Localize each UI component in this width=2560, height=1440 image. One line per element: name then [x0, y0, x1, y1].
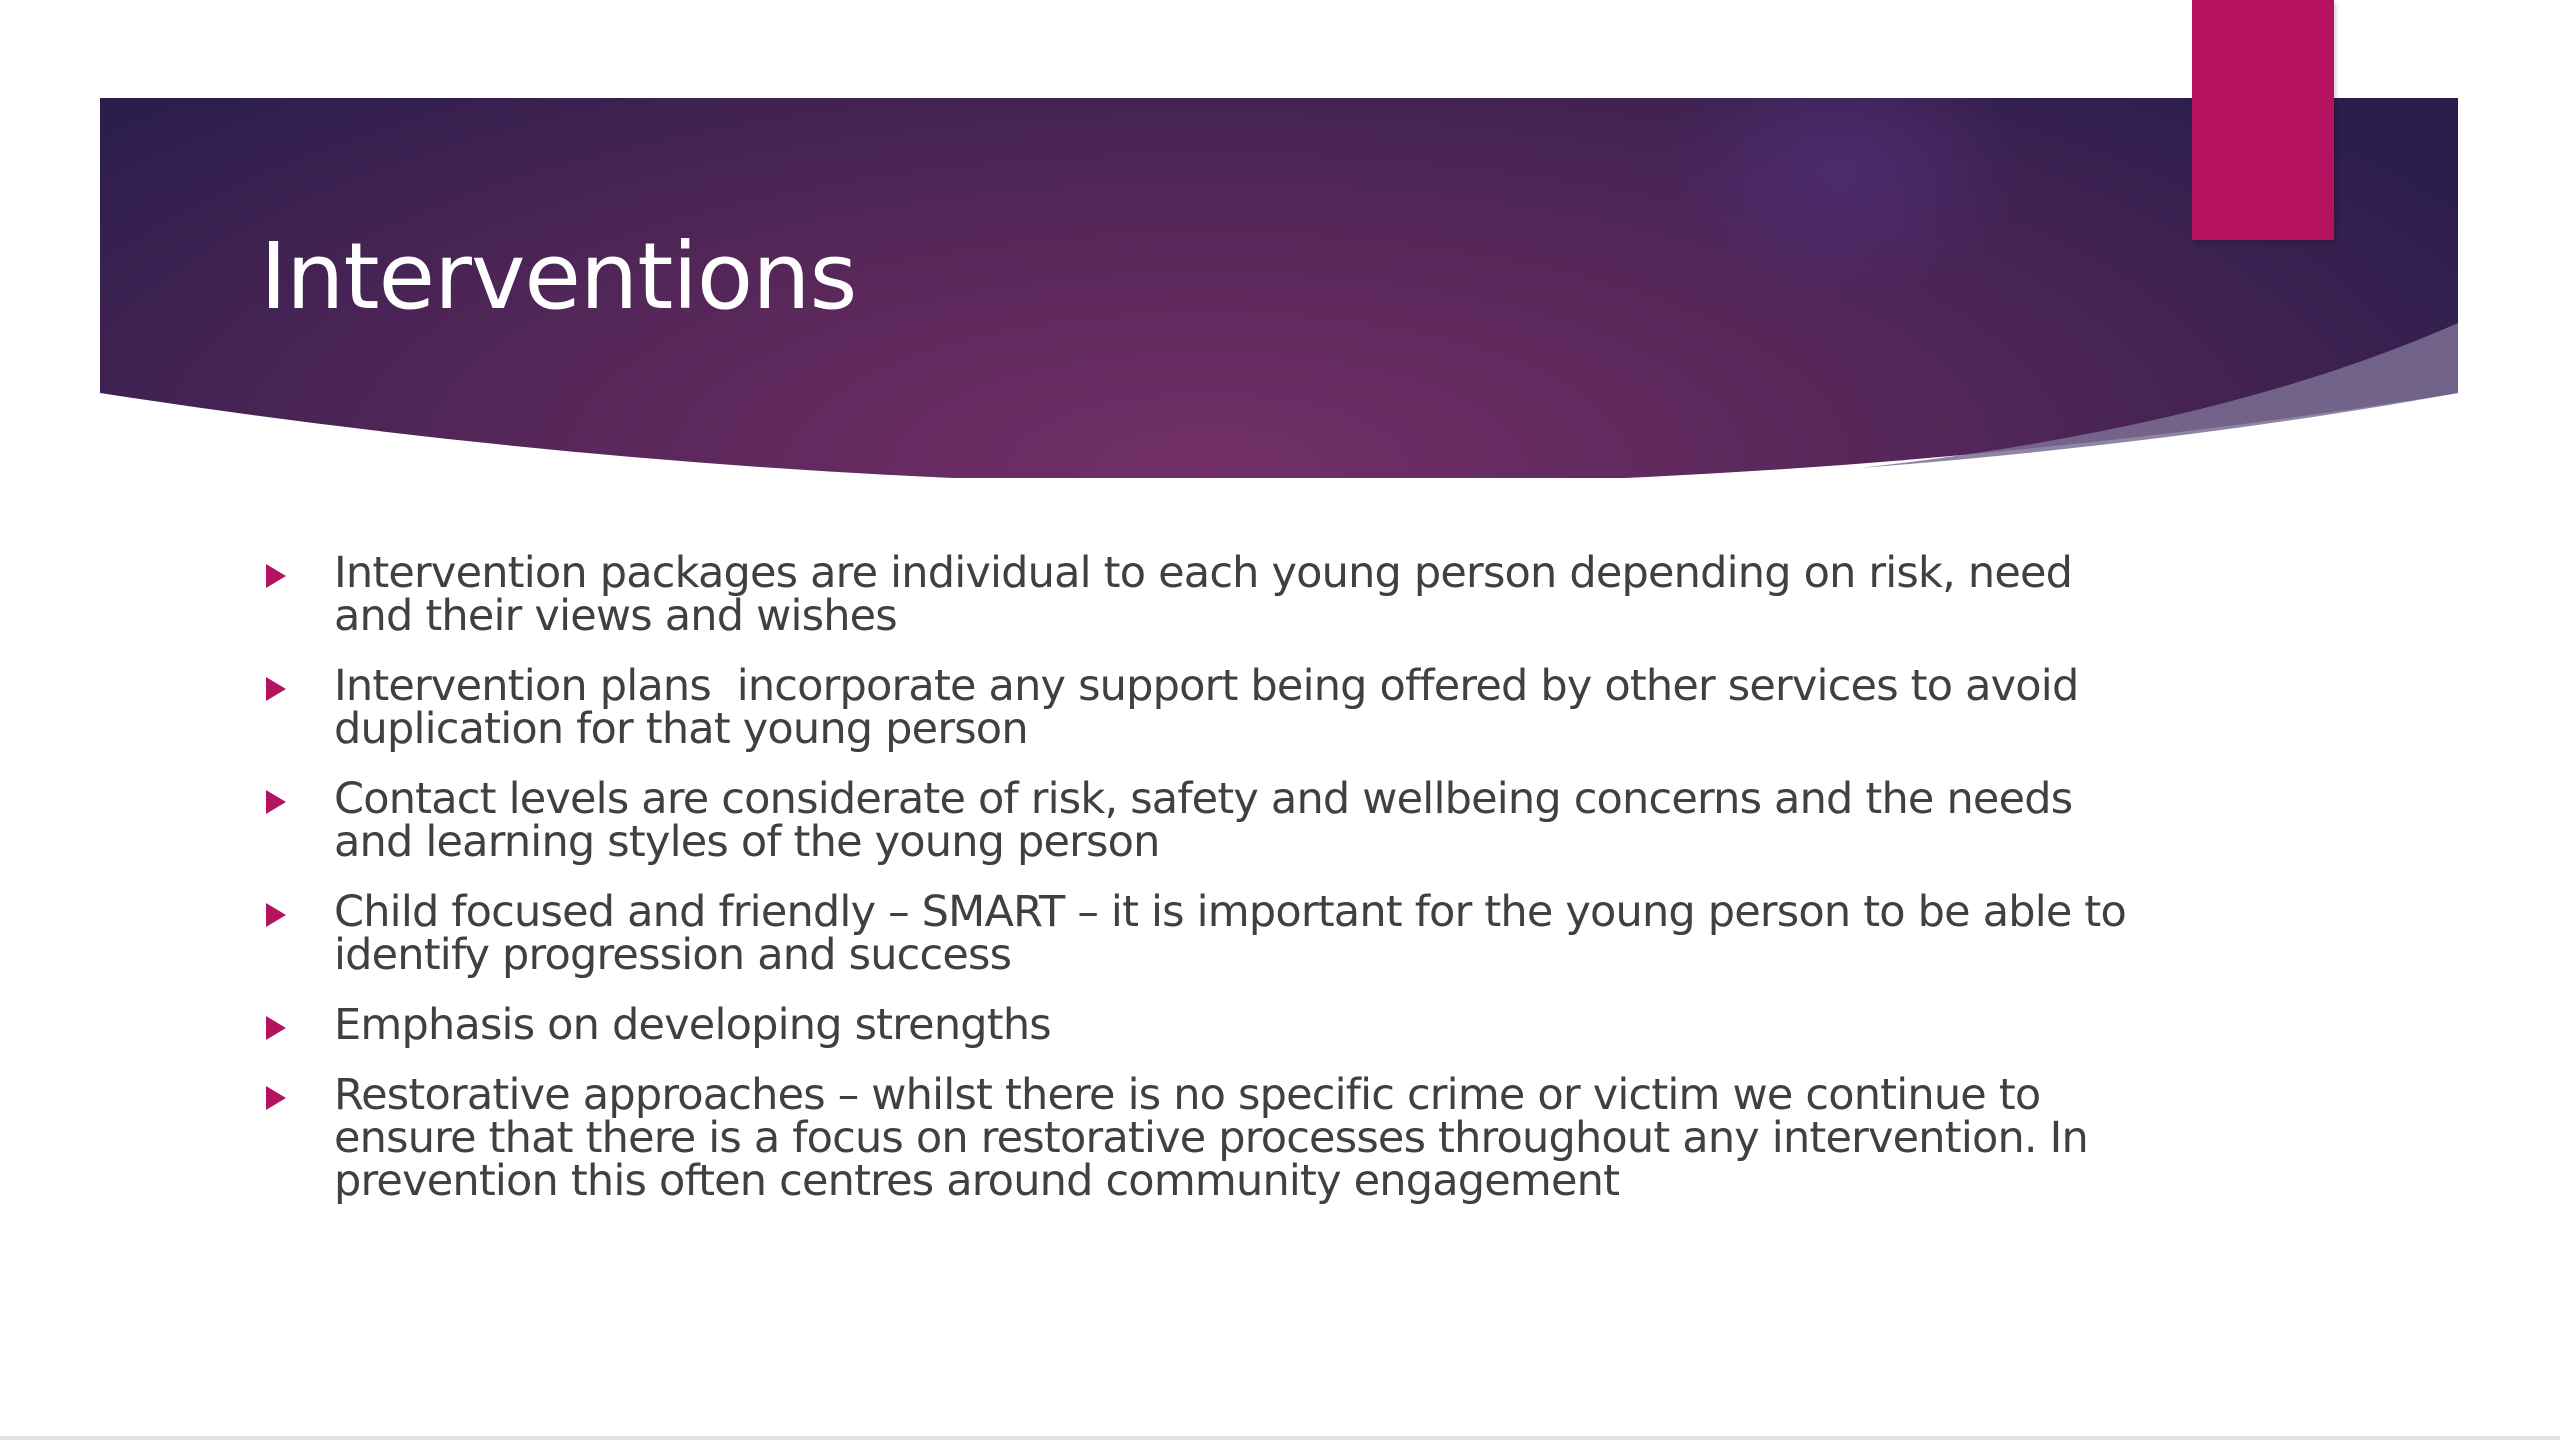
bullet-text: Intervention plans incorporate any support being offered by other services to avoid duplication for that young person: [334, 661, 2092, 754]
slide-title: Interventions: [260, 223, 857, 330]
bullet-text: Contact levels are considerate of risk, safety and wellbeing concerns and the needs and learning styles of the young person: [334, 774, 2086, 867]
bullet-text: Child focused and friendly – SMART – it is important for the young person to be able to identify progression and success: [334, 887, 2139, 980]
list-item: [262, 887, 2142, 980]
list-item: [262, 548, 2142, 641]
list-item: [262, 774, 2142, 867]
triangle-bullet-icon: [266, 790, 286, 814]
triangle-bullet-icon: [266, 1016, 286, 1040]
accent-tab: [2192, 0, 2334, 240]
triangle-bullet-icon: [266, 903, 286, 927]
bullet-text: Restorative approaches – whilst there is no specific crime or victim we continue to ensure that there is a focus on restorative processes throughout any intervention. In prevention this often centres around community engagement: [334, 1070, 2101, 1206]
slide-bottom-border: [0, 1436, 2560, 1440]
triangle-bullet-icon: [266, 564, 286, 588]
list-item: [262, 1000, 2142, 1050]
bullet-text: Emphasis on developing strengths: [334, 1000, 1051, 1050]
bullet-list: [262, 548, 2142, 1230]
bullet-text: Intervention packages are individual to each young person depending on risk, need and their views and wishes: [334, 548, 2086, 641]
triangle-bullet-icon: [266, 677, 286, 701]
list-item: [262, 1070, 2142, 1206]
list-item: [262, 661, 2142, 754]
triangle-bullet-icon: [266, 1086, 286, 1110]
